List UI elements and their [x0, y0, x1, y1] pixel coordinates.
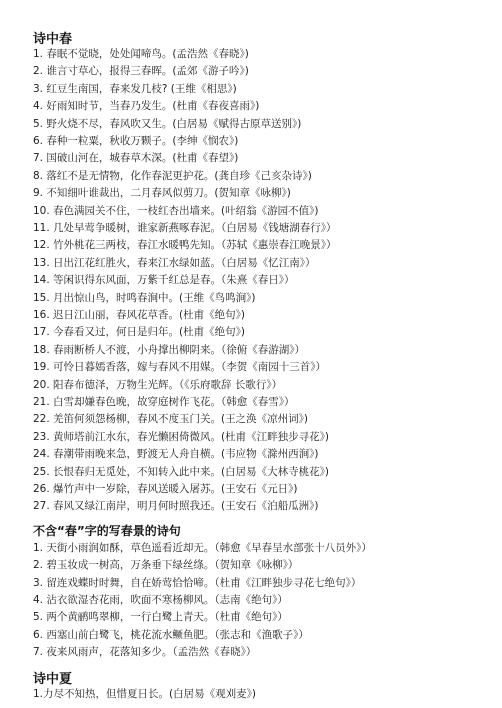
list-item: 5. 两个黄鹂鸣翠柳，一行白鹭上青天。（杜甫《绝句》） — [33, 611, 288, 624]
list-item: 20. 阳春布德泽，万物生光辉。（《乐府歌辞 长歌行》） — [33, 378, 283, 391]
list-item: 5. 野火烧不尽，春风吹又生。(白居易《赋得古原草送别》) — [33, 117, 302, 130]
list-item: 6. 西塞山前白鹭飞，桃花流水鳜鱼肥。（张志和《渔歌子》） — [33, 628, 309, 641]
list-item: 17. 今春看又过，何日是归年。(杜甫《绝句》) — [33, 326, 245, 339]
list-item: 24. 春潮带雨晚来急，野渡无人舟自横。(韦应物《滁州西涧》) — [33, 448, 319, 461]
section-title-spring-scenery: 不含“春”字的写春景的诗句 — [33, 523, 181, 538]
list-item: 19. 可怜日暮嫣香落，嫁与春风不用媒。（李贺《南园十三首》） — [33, 361, 327, 374]
list-item: 3. 红豆生南国，春来发几枝? (王维《相思》) — [33, 82, 237, 95]
list-item: 9. 不知细叶谁裁出，二月春风似剪刀。(贺知章《咏柳》) — [33, 187, 291, 200]
list-item: 1.力尽不知热，但惜夏日长。(白居易《观刈麦》) — [33, 687, 256, 700]
list-item: 6. 春种一粒粟，秋收万颗子。(李绅《悯农》) — [33, 135, 239, 147]
list-item: 14. 等闲识得东风面，万紫千红总是春。（朱熹《春日》） — [33, 274, 295, 287]
list-item: 2. 谁言寸草心，报得三春晖。(孟郊《游子吟》) — [33, 65, 249, 78]
list-item: 18. 春雨断桥人不渡，小舟撑出柳阴来。（徐俯《春游湖》） — [33, 343, 306, 356]
list-item: 7. 国破山河在，城春草木深。(杜甫《春望》) — [33, 152, 239, 165]
list-item: 1. 春眠不觉晓，处处闻啼鸟。(孟浩然《春晓》) — [33, 48, 249, 60]
list-item: 16. 迟日江山丽，春风花草香。(杜甫《绝句》) — [33, 309, 245, 321]
list-item: 11. 几处早莺争暖树，谁家新燕啄春泥。（白居易《钱塘湖春行》） — [33, 222, 337, 234]
list-item: 21. 白雪却嫌春色晚，故穿庭树作飞花。（韩愈《春雪》） — [33, 396, 295, 408]
list-item: 13. 日出江花红胜火，春来江水绿如蓝。（白居易《忆江南》） — [33, 256, 316, 269]
list-item: 1. 天街小雨润如酥，草色遥看近却无。（韩愈《早春呈水部张十八员外》） — [33, 541, 372, 554]
section-title-spring: 诗中春 — [33, 32, 73, 47]
list-item: 26. 爆竹声中一岁除，春风送暖入屠苏。(王安石《元日》) — [33, 483, 298, 495]
list-item: 3. 留连戏蝶时时舞，自在娇莺恰恰啼。（杜甫《江畔独步寻花七绝句》） — [33, 576, 362, 589]
list-item: 22. 羌笛何须怨杨柳，春风不度玉门关。(王之涣《凉州词》) — [33, 413, 308, 426]
list-item: 8. 落红不是无情物，化作春泥更护花。(龚自珍《己亥杂诗》) — [33, 169, 312, 182]
list-item: 27. 春风又绿江南岸，明月何时照我还。(王安石《泊船瓜洲》) — [33, 500, 319, 513]
list-item: 12. 竹外桃花三两枝，春江水暖鸭先知。（苏轼《惠崇春江晚景》） — [33, 239, 337, 252]
list-item: 4. 沾衣欲湿杏花雨，吹面不寒杨柳风。（志南《绝句》） — [33, 594, 288, 606]
list-item: 4. 好雨知时节，当春乃发生。(杜甫《春夜喜雨》) — [33, 100, 260, 113]
list-item: 2. 碧玉妆成一树高，万条垂下绿丝绦。（贺知章《咏柳》） — [33, 559, 299, 572]
section-title-summer: 诗中夏 — [33, 671, 73, 687]
list-item: 7. 夜来风雨声，花落知多少。（孟浩然《春晓》） — [33, 646, 257, 659]
list-item: 15. 月出惊山鸟，时鸣春涧中。(王维《鸟鸣涧》) — [33, 291, 256, 304]
list-item: 23. 黄师塔前江水东，春光懒困倚微风。(杜甫《江畔独步寻花》) — [33, 430, 329, 443]
list-item: 25. 长恨春归无觅处，不知转入此中来。(白居易《大林寺桃花》) — [33, 465, 329, 478]
list-item: 10. 春色满园关不住，一枝红杏出墙来。(叶绍翁《游园不值》) — [33, 204, 319, 217]
